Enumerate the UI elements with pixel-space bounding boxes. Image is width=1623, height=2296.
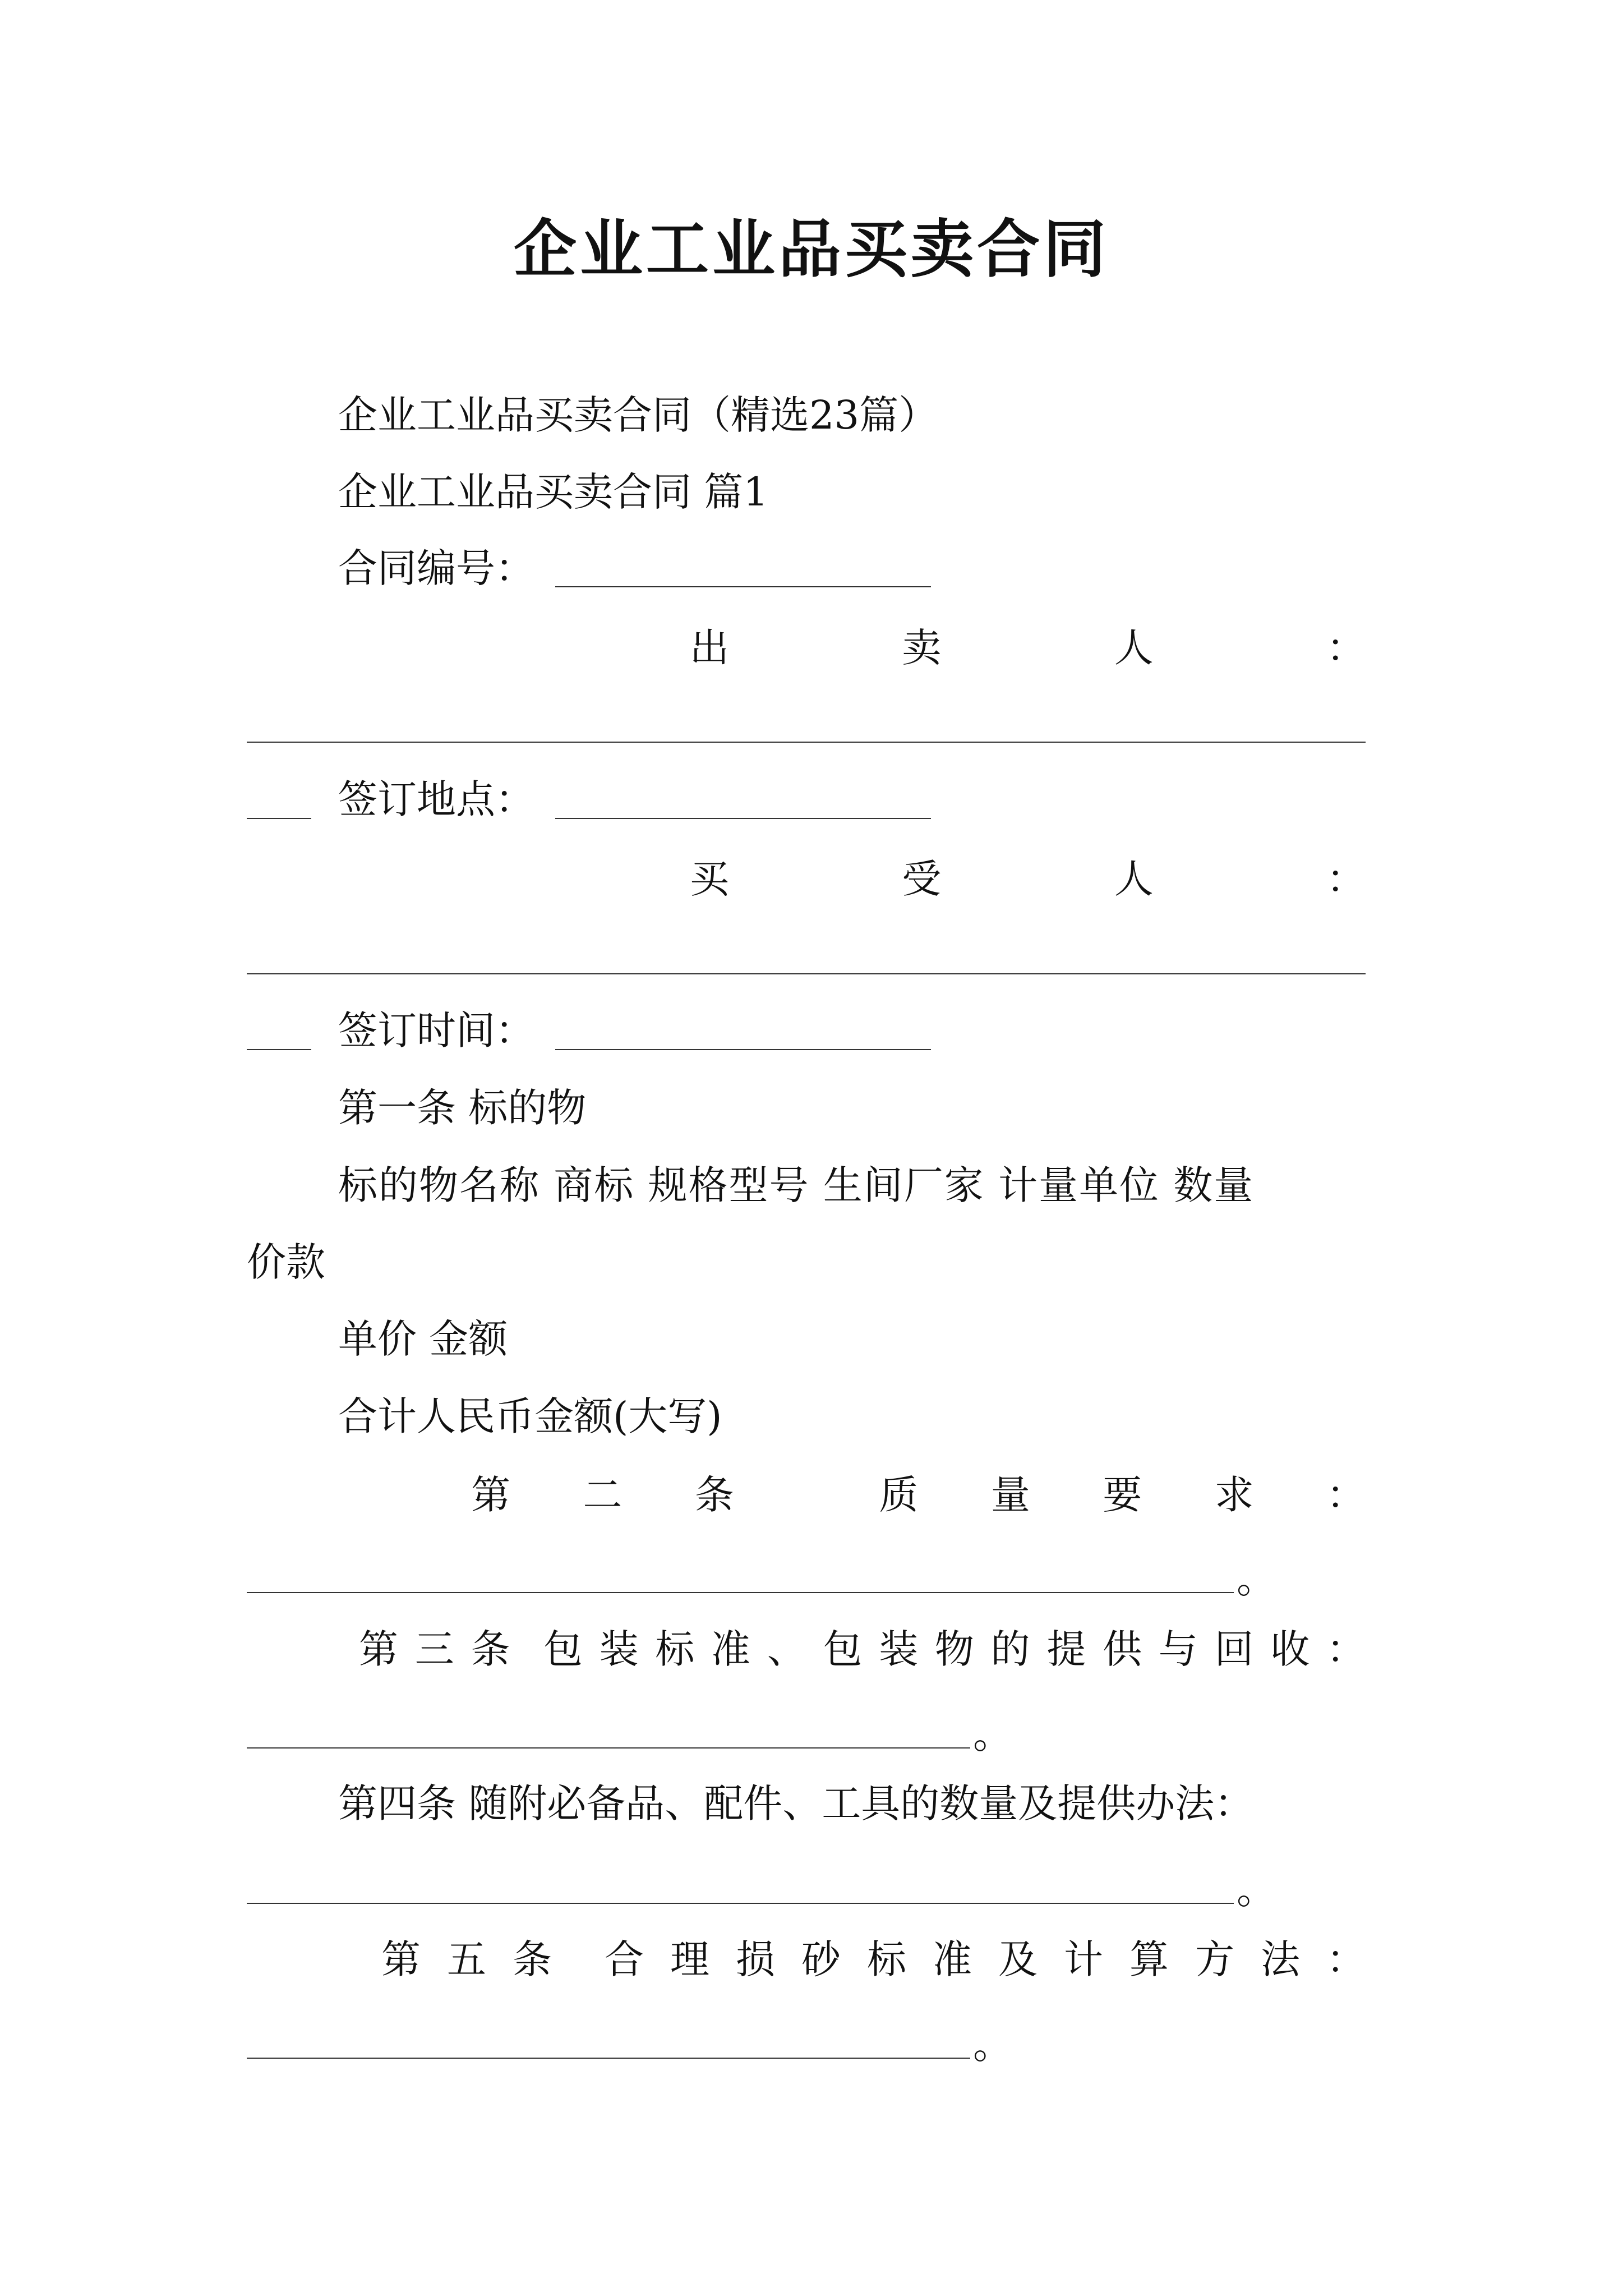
article5-char: ： <box>1326 1936 1366 1982</box>
article4-blank <box>247 1903 1234 1904</box>
article5-char: 损 <box>736 1936 775 1982</box>
article2-char: 第 <box>471 1472 510 1518</box>
article3-char: 收 <box>1270 1626 1310 1672</box>
article2-char: 求 <box>1214 1472 1254 1518</box>
article3-char: 条 <box>471 1626 510 1672</box>
article3-char: 物 <box>934 1626 974 1672</box>
seller-label <box>690 625 1366 671</box>
article5-char: 砂 <box>801 1936 841 1982</box>
article3-char: 第 <box>359 1626 398 1672</box>
article5-char: 合 <box>605 1936 644 1982</box>
seller-char: 人 <box>1114 625 1154 671</box>
seller-blank-tail <box>247 818 311 819</box>
article1-heading: 第一条 标的物 <box>338 1085 587 1131</box>
signing-place-blank <box>555 818 931 819</box>
document-subtitle: 企业工业品买卖合同（精选23篇） <box>338 392 938 438</box>
article5-char: 及 <box>998 1936 1038 1982</box>
buyer-char: 人 <box>1114 856 1154 902</box>
article5-char: 准 <box>933 1936 972 1982</box>
article5-char: 五 <box>447 1936 486 1982</box>
article2-char: 量 <box>990 1472 1030 1518</box>
article2-char: ： <box>1326 1472 1366 1518</box>
seller-char: 卖 <box>902 625 942 671</box>
article5-period: 。 <box>973 2022 1012 2068</box>
article5-char: 方 <box>1195 1936 1234 1982</box>
article5-heading <box>381 1936 1366 1982</box>
article1-fields-line3: 单价 金额 <box>338 1316 508 1362</box>
section-heading: 企业工业品买卖合同 篇1 <box>338 469 768 515</box>
article5-blank <box>247 2058 970 2059</box>
article1-fields-line1: 标的物名称 商标 规格型号 生间厂家 计量单位 数量 <box>338 1162 1255 1208</box>
article2-heading <box>471 1472 1366 1518</box>
article3-char: 装 <box>599 1626 639 1672</box>
article4-heading: 第四条 随附必备品、配件、工具的数量及提供办法： <box>338 1780 1254 1826</box>
contract-no-blank <box>555 586 931 587</box>
article2-blank <box>247 1592 1234 1593</box>
article3-blank <box>247 1747 970 1749</box>
contract-no-label: 合同编号： <box>338 545 534 591</box>
article4-period: 。 <box>1237 1867 1276 1913</box>
article3-char: 三 <box>414 1626 454 1672</box>
article2-char: 条 <box>694 1472 734 1518</box>
document-title: 企业工业品买卖合同 <box>514 213 1109 286</box>
article3-char: 、 <box>767 1626 806 1672</box>
article3-char: 包 <box>543 1626 583 1672</box>
seller-char: ： <box>1326 625 1366 671</box>
article3-char: 包 <box>823 1626 863 1672</box>
buyer-char: 受 <box>902 856 942 902</box>
article3-char: ： <box>1326 1626 1366 1672</box>
article5-char: 条 <box>513 1936 552 1982</box>
buyer-blank <box>247 973 1366 974</box>
article3-char: 提 <box>1046 1626 1086 1672</box>
article5-char: 理 <box>670 1936 709 1982</box>
signing-time-blank <box>555 1049 931 1050</box>
article3-char: 回 <box>1214 1626 1254 1672</box>
article3-char: 标 <box>655 1626 695 1672</box>
article5-char: 算 <box>1129 1936 1169 1982</box>
article2-char: 二 <box>583 1472 623 1518</box>
article5-char: 第 <box>381 1936 421 1982</box>
signing-time-label: 签订时间： <box>338 1007 534 1053</box>
article5-char: 法 <box>1261 1936 1300 1982</box>
buyer-blank-tail <box>247 1049 311 1050</box>
article3-period: 。 <box>973 1711 1012 1757</box>
article3-char: 装 <box>879 1626 919 1672</box>
buyer-char: 买 <box>690 856 729 902</box>
article2-period: 。 <box>1237 1556 1276 1602</box>
article1-fields-line2: 价款 <box>247 1239 325 1285</box>
signing-place-label: 签订地点： <box>338 776 534 822</box>
article2-char: 质 <box>879 1472 919 1518</box>
article3-char: 供 <box>1103 1626 1142 1672</box>
seller-char: 出 <box>690 625 729 671</box>
article5-char: 标 <box>867 1936 906 1982</box>
article3-char: 的 <box>990 1626 1030 1672</box>
article3-heading <box>359 1626 1366 1672</box>
article3-char: 与 <box>1158 1626 1198 1672</box>
article5-char: 计 <box>1064 1936 1103 1982</box>
seller-blank <box>247 742 1366 743</box>
article3-char: 准 <box>711 1626 751 1672</box>
buyer-char: ： <box>1326 856 1366 902</box>
buyer-label <box>690 856 1366 902</box>
article2-char: 要 <box>1103 1472 1142 1518</box>
article1-total: 合计人民币金额(大写) <box>338 1393 722 1439</box>
